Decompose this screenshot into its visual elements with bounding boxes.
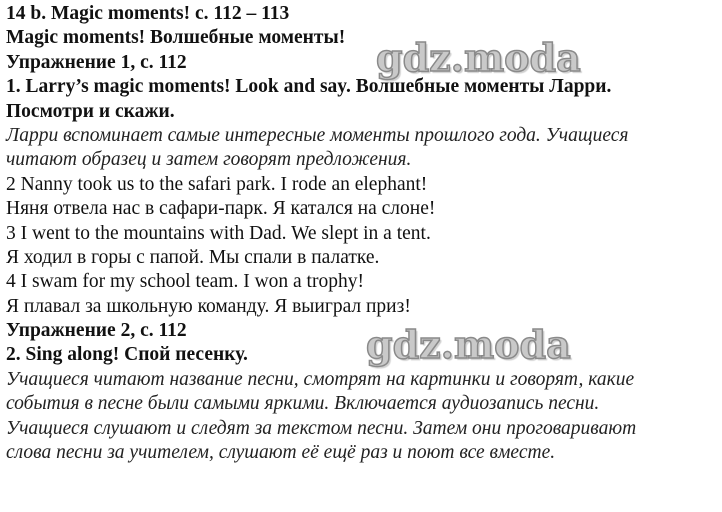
answer-4-russian: Я плавал за школьную команду. Я выиграл приз!: [6, 295, 411, 317]
answer-3-russian: Я ходил в горы с папой. Мы спали в палатке.: [6, 246, 380, 268]
exercise-1-note-continued: читают образец и затем говорят предложения.: [6, 149, 412, 171]
exercise-2-note-3: Учащиеся слушают и следят за текстом песни. Затем они проговаривают: [6, 417, 637, 439]
answer-4-english: 4 I swam for my school team. I won a trophy!: [6, 271, 364, 293]
exercise-1-task: 1. Larry’s magic moments! Look and say. Волшебные моменты Ларри.: [6, 76, 612, 98]
exercise-1-heading: Упражнение 1, с. 112: [6, 51, 187, 73]
document-body: [6, 2, 718, 465]
exercise-1-task-continued: Посмотри и скажи.: [6, 100, 175, 122]
watermark-middle: gdz.moda: [366, 322, 571, 367]
exercise-2-note-2: события в песне были самыми яркими. Включается аудиозапись песни.: [6, 393, 600, 415]
lesson-title: 14 b. Magic moments! с. 112 – 113: [6, 3, 290, 24]
answer-3-english: 3 I went to the mountains with Dad. We slept in a tent.: [6, 222, 431, 244]
lesson-subtitle: Magic moments! Волшебные моменты!: [6, 27, 346, 49]
answer-2-russian: Няня отвела нас в сафари-парк. Я катался на слоне!: [6, 198, 436, 220]
exercise-2-note-4: слова песни за учителем, слушают её ещё раз и поют все вместе.: [6, 442, 556, 464]
watermark-top: gdz.moda: [376, 35, 581, 80]
exercise-2-heading: Упражнение 2, с. 112: [6, 320, 187, 342]
exercise-1-note: Ларри вспоминает самые интересные моменты прошлого года. Учащиеся: [6, 124, 629, 146]
answer-2-english: 2 Nanny took us to the safari park. I rode an elephant!: [6, 173, 428, 195]
exercise-2-task: 2. Sing along! Спой песенку.: [6, 344, 248, 366]
exercise-2-note-1: Учащиеся читают название песни, смотрят на картинки и говорят, какие: [6, 368, 635, 390]
